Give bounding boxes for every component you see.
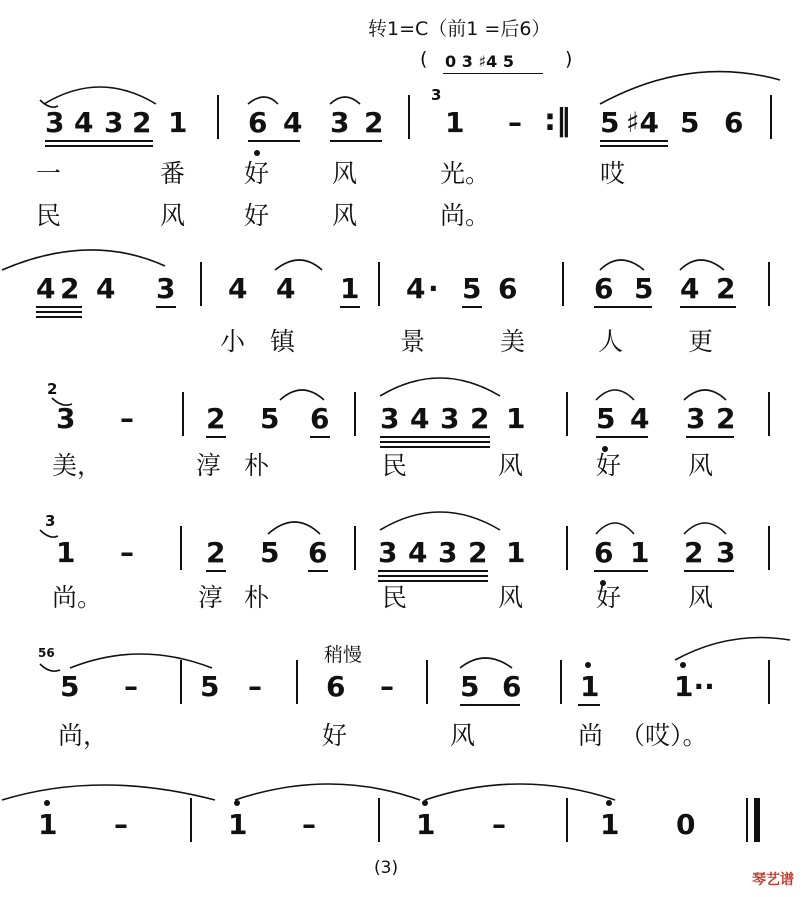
note: 2	[364, 106, 384, 139]
note: 4	[410, 402, 430, 435]
note: 6	[310, 402, 330, 435]
barline	[190, 798, 192, 842]
barline	[354, 526, 356, 570]
lyric: 淳	[198, 583, 224, 612]
beam	[378, 575, 488, 577]
beam	[206, 436, 226, 438]
note: 1··	[674, 670, 715, 703]
note: –	[114, 808, 128, 841]
note: 1	[56, 536, 76, 569]
barline	[566, 526, 568, 570]
barline	[296, 660, 298, 704]
lyric: 朴	[244, 451, 270, 480]
note: –	[120, 402, 134, 435]
beam	[45, 145, 153, 147]
note: 2	[206, 536, 226, 569]
note: 5	[260, 536, 280, 569]
note: –	[120, 536, 134, 569]
beam	[45, 140, 153, 142]
lyric: 风	[688, 451, 714, 480]
note: 5	[596, 402, 616, 435]
note: 5	[60, 670, 80, 703]
note: 4	[36, 272, 56, 305]
lyric: 人	[598, 327, 624, 356]
note: 6	[248, 106, 268, 139]
barline	[180, 526, 182, 570]
note: –	[302, 808, 316, 841]
grace-note-4: 56	[38, 646, 55, 660]
beam	[600, 145, 668, 147]
lyric: 风	[160, 201, 186, 230]
note: –	[124, 670, 138, 703]
note: 2	[468, 536, 488, 569]
beam	[594, 306, 652, 308]
note: 3	[438, 536, 458, 569]
note: 2	[470, 402, 490, 435]
note: 4	[680, 272, 700, 305]
beam	[380, 436, 490, 438]
lyric: 尚。	[440, 201, 491, 230]
note: 6	[594, 536, 614, 569]
barline	[770, 95, 772, 139]
lyric: 尚，	[58, 721, 109, 750]
note: 5	[680, 106, 700, 139]
barline	[560, 660, 562, 704]
barline	[217, 95, 219, 139]
high-dot	[422, 800, 428, 806]
note: 6	[594, 272, 614, 305]
note: 5	[462, 272, 482, 305]
lyric: 尚	[578, 721, 604, 750]
note: 3	[104, 106, 124, 139]
note: 4	[96, 272, 116, 305]
intro-close-paren: )	[565, 48, 573, 70]
barline	[354, 392, 356, 436]
lyric: 美	[500, 327, 526, 356]
lyric: 好	[596, 583, 622, 612]
note: 3	[686, 402, 706, 435]
note: 2	[716, 272, 736, 305]
beam	[330, 140, 382, 142]
note: 1	[228, 808, 248, 841]
lyric: 景	[400, 327, 426, 356]
dot-sign: ·	[428, 272, 439, 305]
note: 6	[308, 536, 328, 569]
lyric: 番	[160, 159, 186, 188]
note: 2	[206, 402, 226, 435]
barline	[200, 262, 202, 306]
beam	[36, 306, 82, 308]
repeat-sign: :‖	[544, 103, 571, 138]
note: 1	[416, 808, 436, 841]
note: 3	[56, 402, 76, 435]
note: 1	[600, 808, 620, 841]
page-number: (3)	[374, 858, 399, 878]
watermark-logo: 琴艺谱	[752, 872, 794, 888]
grace-note-1: 3	[431, 86, 442, 104]
lyric: 光。	[440, 159, 491, 188]
note: 4	[406, 272, 426, 305]
beam	[378, 570, 488, 572]
note: 5	[634, 272, 654, 305]
note: –	[492, 808, 506, 841]
lyric: 朴	[244, 583, 270, 612]
barline	[768, 660, 770, 704]
low-dot	[254, 150, 260, 156]
lyric: 民	[382, 583, 408, 612]
lyric: 风	[498, 451, 524, 480]
note: 3	[156, 272, 176, 305]
intro-notes: 0 3 ♯4 5	[445, 52, 514, 71]
note: 5	[200, 670, 220, 703]
note: 2	[684, 536, 704, 569]
note: 5	[260, 402, 280, 435]
note: 5	[600, 106, 620, 139]
high-dot	[44, 800, 50, 806]
note: 3	[330, 106, 350, 139]
beam	[36, 316, 82, 318]
final-barline-thin	[746, 798, 748, 842]
final-barline-thick	[754, 798, 760, 842]
beam	[378, 580, 488, 582]
lyric: 好	[322, 721, 348, 750]
lyric: 民	[36, 201, 62, 230]
high-dot	[680, 662, 686, 668]
lyric: 民	[382, 451, 408, 480]
lyric: 好	[596, 451, 622, 480]
barline	[426, 660, 428, 704]
beam	[596, 436, 648, 438]
lyric: 好	[244, 159, 270, 188]
tempo-marking: 稍慢	[324, 644, 363, 666]
key-change-header: 转1=C（前1 =后6）	[368, 18, 551, 40]
note: 4	[228, 272, 248, 305]
note: –	[248, 670, 262, 703]
note: 2	[716, 402, 736, 435]
note: –	[380, 670, 394, 703]
note: 1	[580, 670, 600, 703]
note: 1	[630, 536, 650, 569]
beam	[36, 311, 82, 313]
note: 4	[74, 106, 94, 139]
lyric: 美，	[52, 451, 103, 480]
barline	[566, 798, 568, 842]
note: 6	[724, 106, 744, 139]
barline	[182, 392, 184, 436]
note: 3	[45, 106, 65, 139]
note: 1	[340, 272, 360, 305]
lyric: 淳	[196, 451, 222, 480]
note: –	[508, 106, 522, 139]
note: 3	[716, 536, 736, 569]
lyric: 更	[688, 327, 714, 356]
lyric: 好	[244, 201, 270, 230]
note: 1	[445, 106, 465, 139]
barline	[408, 95, 410, 139]
note: 4	[408, 536, 428, 569]
beam	[380, 446, 490, 448]
note: 3	[440, 402, 460, 435]
beam	[460, 704, 520, 706]
note: 1	[168, 106, 188, 139]
note: 4	[630, 402, 650, 435]
beam	[680, 306, 736, 308]
note: 6	[498, 272, 518, 305]
high-dot	[234, 800, 240, 806]
beam	[248, 140, 300, 142]
beam	[340, 306, 360, 308]
lyric: 小	[220, 327, 246, 356]
lyric: 风	[688, 583, 714, 612]
note: 2	[132, 106, 152, 139]
beam	[156, 306, 176, 308]
lyric: 镇	[270, 327, 296, 356]
lyric: 哎	[600, 159, 626, 188]
note: 5	[460, 670, 480, 703]
note: 2	[60, 272, 80, 305]
lyric: 风	[332, 159, 358, 188]
note: 1	[38, 808, 58, 841]
lyric: 一	[36, 159, 62, 188]
barline	[768, 526, 770, 570]
lyric: （哎）。	[620, 721, 708, 750]
lyric: 尚。	[52, 583, 103, 612]
grace-note-3: 3	[45, 512, 56, 530]
barline	[768, 392, 770, 436]
lyric: 风	[450, 721, 476, 750]
beam	[310, 436, 330, 438]
barline	[378, 798, 380, 842]
beam	[578, 704, 600, 706]
beam	[600, 140, 668, 142]
note: ♯4	[626, 106, 660, 139]
note: 6	[326, 670, 346, 703]
lyric: 风	[498, 583, 524, 612]
note: 1	[506, 536, 526, 569]
note: 1	[506, 402, 526, 435]
note: 3	[380, 402, 400, 435]
barline	[566, 392, 568, 436]
beam	[594, 570, 648, 572]
barline	[562, 262, 564, 306]
high-dot	[585, 662, 591, 668]
note: 6	[502, 670, 522, 703]
note: 4	[276, 272, 296, 305]
high-dot	[606, 800, 612, 806]
beam	[308, 570, 328, 572]
note: 4	[283, 106, 303, 139]
note: 3	[378, 536, 398, 569]
barline	[768, 262, 770, 306]
barline	[180, 660, 182, 704]
beam	[206, 570, 226, 572]
beam	[684, 570, 734, 572]
note: 0	[676, 808, 696, 841]
intro-open-paren: (	[420, 48, 428, 70]
beam	[686, 436, 734, 438]
grace-note-2: 2	[47, 380, 58, 398]
beam	[462, 306, 482, 308]
beam	[380, 441, 490, 443]
barline	[378, 262, 380, 306]
lyric: 风	[332, 201, 358, 230]
